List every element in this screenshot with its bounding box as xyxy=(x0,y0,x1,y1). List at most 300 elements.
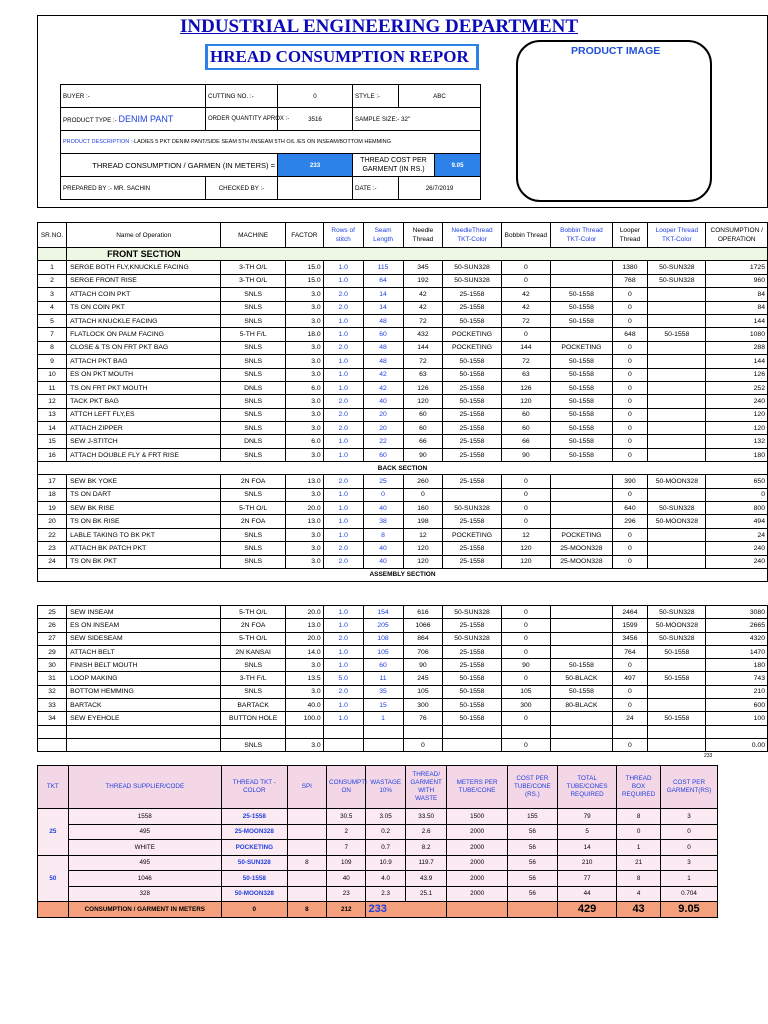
table-cell: 25 xyxy=(38,606,67,619)
table-cell: 2N FOA xyxy=(221,475,286,488)
table-cell xyxy=(648,435,706,448)
summary-cell: 0.7 xyxy=(366,840,405,856)
table-cell xyxy=(38,738,67,751)
table-cell: 743 xyxy=(706,672,768,685)
column-header: Rows of stitch xyxy=(323,223,363,248)
table-cell: 1.0 xyxy=(323,328,363,341)
table-cell: 0 xyxy=(501,488,551,501)
table-cell xyxy=(551,712,612,725)
column-header: Name of Operation xyxy=(67,223,221,248)
table-cell: 0 xyxy=(612,422,648,435)
table-cell: 5-TH F/L xyxy=(221,328,286,341)
table-cell: 1.0 xyxy=(323,314,363,327)
table-cell: 42 xyxy=(363,381,403,394)
table-cell xyxy=(648,555,706,568)
table-cell: DNLS xyxy=(221,381,286,394)
table-row xyxy=(38,659,768,672)
table-cell xyxy=(648,408,706,421)
summary-cell: 50-1558 xyxy=(221,871,287,887)
summary-cell: 33.50 xyxy=(405,809,447,825)
table-cell: 3080 xyxy=(706,606,768,619)
table-cell: 0.00 xyxy=(706,738,768,751)
table-cell: 5 xyxy=(38,314,67,327)
table-cell: 252 xyxy=(706,381,768,394)
summary-cell: 14 xyxy=(558,840,617,856)
table-cell: 14 xyxy=(363,288,403,301)
table-cell: 2N FOA xyxy=(221,515,286,528)
table-cell: 25-1558 xyxy=(443,659,501,672)
table-cell: ES ON PKT MOUTH xyxy=(67,368,221,381)
table-cell xyxy=(363,738,403,751)
table-cell: 50-1558 xyxy=(551,408,612,421)
table-cell: 144 xyxy=(706,355,768,368)
table-cell xyxy=(648,314,706,327)
table-cell: 126 xyxy=(706,368,768,381)
table-cell: 25-1558 xyxy=(443,301,501,314)
table-cell xyxy=(551,328,612,341)
table-cell: 1.0 xyxy=(323,368,363,381)
table-cell: 72 xyxy=(403,314,443,327)
table-cell: 25-1558 xyxy=(443,645,501,658)
summary-cell: 56 xyxy=(507,824,557,840)
summary-header: TOTAL TUBE/CONES REQUIRED xyxy=(558,766,617,809)
table-cell: 50-1558 xyxy=(443,712,501,725)
table-cell: 13.5 xyxy=(285,672,323,685)
table-cell: 0 xyxy=(403,488,443,501)
table-cell: 20.0 xyxy=(285,502,323,515)
table-row xyxy=(38,645,768,658)
thread-consumption-label: THREAD CONSUMPTION / GARMEN (IN METERS) = xyxy=(61,154,278,177)
summary-cell: 2000 xyxy=(447,824,507,840)
summary-cell: POCKETING xyxy=(221,840,287,856)
table-cell: 25-1558 xyxy=(443,475,501,488)
summary-row xyxy=(38,840,718,856)
table-row xyxy=(38,435,768,448)
table-cell xyxy=(648,288,706,301)
table-cell: 50-1558 xyxy=(443,685,501,698)
table-cell: 50-1558 xyxy=(551,288,612,301)
table-cell: 0 xyxy=(501,632,551,645)
table-cell: 50-SUN328 xyxy=(443,274,501,287)
table-cell: SNLS xyxy=(221,542,286,555)
table-cell: TS ON FRT PKT MOUTH xyxy=(67,381,221,394)
table-cell: DNLS xyxy=(221,435,286,448)
table-cell: 14 xyxy=(38,422,67,435)
table-cell: 0 xyxy=(612,301,648,314)
table-row xyxy=(38,301,768,314)
table-cell: 864 xyxy=(403,632,443,645)
table-cell: 132 xyxy=(706,435,768,448)
table-cell: SNLS xyxy=(221,355,286,368)
table-cell: 0 xyxy=(612,355,648,368)
table-cell: 50-1558 xyxy=(648,672,706,685)
table-cell: 50-1558 xyxy=(551,685,612,698)
table-cell: 2.0 xyxy=(323,341,363,354)
table-cell: 3.0 xyxy=(285,355,323,368)
total-with-waste: 233 xyxy=(366,902,447,918)
summary-cell: 21 xyxy=(617,855,661,871)
table-row xyxy=(38,288,768,301)
table-cell: 0 xyxy=(612,368,648,381)
table-cell: 1 xyxy=(363,712,403,725)
product-description-value: LADIES 5 PKT DENIM PANT/SIDE SEAM 5TH /INSEAM 5TH O/L /ES ON INSEAM/BOTTOM HEMMING xyxy=(134,139,391,145)
summary-cell: 0.2 xyxy=(366,824,405,840)
table-cell: 180 xyxy=(706,659,768,672)
table-cell: 50-SUN328 xyxy=(443,502,501,515)
table-row xyxy=(38,408,768,421)
table-cell: 3.0 xyxy=(285,685,323,698)
summary-cell: 56 xyxy=(507,871,557,887)
table-cell: 494 xyxy=(706,515,768,528)
table-cell: 14 xyxy=(363,301,403,314)
table-cell xyxy=(443,488,501,501)
table-cell: 1.0 xyxy=(323,274,363,287)
table-cell: 0 xyxy=(501,606,551,619)
summary-cell: 109 xyxy=(327,855,366,871)
table-cell xyxy=(551,645,612,658)
table-cell: 0 xyxy=(501,328,551,341)
summary-cell: 210 xyxy=(558,855,617,871)
date-value: 26/7/2019 xyxy=(399,177,481,200)
table-cell: SNLS xyxy=(221,301,286,314)
table-cell: SNLS xyxy=(221,314,286,327)
table-row xyxy=(38,685,768,698)
table-cell: 60 xyxy=(363,448,403,461)
summary-row xyxy=(38,886,718,902)
table-row xyxy=(38,381,768,394)
table-cell: 0 xyxy=(612,488,648,501)
front-section-blank xyxy=(38,248,67,261)
table-cell: 50-1558 xyxy=(443,395,501,408)
table-cell: 0 xyxy=(501,274,551,287)
summary-header: TKT xyxy=(38,766,69,809)
table-cell: 115 xyxy=(363,261,403,274)
summary-cell: 8.2 xyxy=(405,840,447,856)
summary-header: THREAD TKT - COLOR xyxy=(221,766,287,809)
table-cell: TS ON COIN PKT xyxy=(67,301,221,314)
summary-header: THREAD/ GARMENT WITH WASTE xyxy=(405,766,447,809)
table-cell: 0 xyxy=(501,712,551,725)
table-cell: CLOSE & TS ON FRT PKT BAG xyxy=(67,341,221,354)
table-cell: 25-1558 xyxy=(443,542,501,555)
table-cell xyxy=(648,355,706,368)
table-cell: 3.0 xyxy=(285,395,323,408)
table-cell: 60 xyxy=(403,408,443,421)
table-row xyxy=(38,555,768,568)
table-cell xyxy=(551,632,612,645)
table-cell: 0 xyxy=(612,738,648,751)
table-cell: 3.0 xyxy=(285,301,323,314)
column-header: Looper Thread xyxy=(612,223,648,248)
table-cell: 72 xyxy=(501,314,551,327)
table-cell: 9 xyxy=(38,355,67,368)
sample-size-cell xyxy=(353,108,481,131)
summary-cell: 2.6 xyxy=(405,824,447,840)
table-cell: 25-MOON328 xyxy=(551,555,612,568)
table-row xyxy=(38,314,768,327)
summary-cell: 119.7 xyxy=(405,855,447,871)
table-cell: 1.0 xyxy=(323,528,363,541)
table-cell: 5.0 xyxy=(323,672,363,685)
table-cell: 240 xyxy=(706,555,768,568)
table-cell: 0 xyxy=(501,261,551,274)
table-cell: BARTACK xyxy=(67,699,221,712)
table-cell: 260 xyxy=(403,475,443,488)
summary-header: CONSUMPTI ON xyxy=(327,766,366,809)
table-row xyxy=(38,712,768,725)
summary-total-row xyxy=(38,902,718,918)
table-cell: 0 xyxy=(612,395,648,408)
table-cell: 17 xyxy=(38,475,67,488)
table-cell: 24 xyxy=(38,555,67,568)
table-row xyxy=(38,368,768,381)
table-cell: 0 xyxy=(612,542,648,555)
summary-cell: 0 xyxy=(660,840,717,856)
table-cell: 20 xyxy=(38,515,67,528)
table-cell: 50-1558 xyxy=(551,355,612,368)
table-cell: TS ON BK RISE xyxy=(67,515,221,528)
summary-cell: 1 xyxy=(660,871,717,887)
table-cell: 90 xyxy=(501,659,551,672)
table-cell: 84 xyxy=(706,288,768,301)
table-cell: 0 xyxy=(612,408,648,421)
table-row xyxy=(38,632,768,645)
table-cell xyxy=(551,261,612,274)
summary-tkt: 50 xyxy=(38,855,69,902)
summary-cell: 2000 xyxy=(447,855,507,871)
table-cell: 126 xyxy=(501,381,551,394)
table-cell: 15.0 xyxy=(285,274,323,287)
table-cell: SNLS xyxy=(221,408,286,421)
table-cell: SERGE FRONT RISE xyxy=(67,274,221,287)
table-cell: 108 xyxy=(363,632,403,645)
table-cell: 100.0 xyxy=(285,712,323,725)
table-cell: 2.0 xyxy=(323,395,363,408)
column-header: CONSUMPTION / OPERATION xyxy=(706,223,768,248)
table-cell: 50-1558 xyxy=(443,699,501,712)
total-cost: 9.05 xyxy=(660,902,717,918)
table-cell: 3.0 xyxy=(285,448,323,461)
table-cell: 2.0 xyxy=(323,422,363,435)
summary-cell: 10.9 xyxy=(366,855,405,871)
summary-header: COST PER GARMENT(RS) xyxy=(660,766,717,809)
table-cell: 192 xyxy=(403,274,443,287)
summary-cell: 2000 xyxy=(447,871,507,887)
table-cell: 50-1558 xyxy=(648,645,706,658)
summary-header: WASTAGE 10% xyxy=(366,766,405,809)
table-cell: ATTACH DOUBLE FLY & FRT RISE xyxy=(67,448,221,461)
table-cell: ATTACH PKT BAG xyxy=(67,355,221,368)
table-cell: 1725 xyxy=(706,261,768,274)
table-cell: 3 xyxy=(38,288,67,301)
table-cell: 50-1558 xyxy=(443,672,501,685)
table-cell: ATTACH BK PATCH PKT xyxy=(67,542,221,555)
prepared-cell xyxy=(61,177,206,200)
thread-cost-label: THREAD COST PER GARMENT (IN RS.) xyxy=(353,154,435,177)
table-row xyxy=(38,261,768,274)
table-cell: 14.0 xyxy=(285,645,323,658)
thread-consumption-value: 233 xyxy=(278,154,353,177)
table-cell: 50-1558 xyxy=(648,328,706,341)
table-cell xyxy=(648,341,706,354)
table-cell: 50-1558 xyxy=(551,395,612,408)
table-cell: 6.0 xyxy=(285,381,323,394)
table-row xyxy=(38,619,768,632)
table-cell: 1380 xyxy=(612,261,648,274)
table-cell: 25-1558 xyxy=(443,422,501,435)
table-cell: 240 xyxy=(706,395,768,408)
summary-cell: 25.1 xyxy=(405,886,447,902)
table-cell: 1.0 xyxy=(323,355,363,368)
table-cell: 3.0 xyxy=(285,659,323,672)
table-cell: 63 xyxy=(403,368,443,381)
table-cell: 33 xyxy=(38,699,67,712)
table-cell: 3-TH O/L xyxy=(221,274,286,287)
table-cell xyxy=(648,448,706,461)
table-cell: 40 xyxy=(363,502,403,515)
summary-cell: 3 xyxy=(660,809,717,825)
summary-header: THREAD BOX REQUIRED xyxy=(617,766,661,809)
summary-header: COST PER TUBE/CONE (RS.) xyxy=(507,766,557,809)
table-cell: 1080 xyxy=(706,328,768,341)
table-cell: SNLS xyxy=(221,738,286,751)
report-title xyxy=(205,44,479,70)
table-cell: POCKETING xyxy=(443,341,501,354)
table-cell: 0 xyxy=(612,314,648,327)
table-cell: 24 xyxy=(612,712,648,725)
table-cell xyxy=(648,738,706,751)
table-cell: 50-1558 xyxy=(551,368,612,381)
table-cell: 0 xyxy=(612,659,648,672)
table-cell xyxy=(648,725,706,738)
table-cell: 0 xyxy=(612,448,648,461)
table-cell: SNLS xyxy=(221,341,286,354)
table-cell: TACK PKT BAG xyxy=(67,395,221,408)
table-cell: 0 xyxy=(706,488,768,501)
table-cell xyxy=(221,725,286,738)
column-header: Needle Thread xyxy=(403,223,443,248)
table-cell: 390 xyxy=(612,475,648,488)
summary-cell: 0 xyxy=(617,824,661,840)
table-cell: 3.0 xyxy=(285,368,323,381)
table-cell: 50-SUN328 xyxy=(443,606,501,619)
table-cell: 3.0 xyxy=(285,408,323,421)
table-cell: 296 xyxy=(612,515,648,528)
summary-cell: 50-SUN328 xyxy=(221,855,287,871)
table-cell: 72 xyxy=(501,355,551,368)
summary-row xyxy=(38,809,718,825)
summary-cell: 44 xyxy=(558,886,617,902)
table-cell: 60 xyxy=(363,328,403,341)
table-cell: 25-MOON328 xyxy=(551,542,612,555)
table-row xyxy=(38,448,768,461)
table-cell: 706 xyxy=(403,645,443,658)
table-cell: SNLS xyxy=(221,659,286,672)
table-cell: 23 xyxy=(38,542,67,555)
table-cell: 50-MOON328 xyxy=(648,619,706,632)
table-cell: 3.0 xyxy=(285,555,323,568)
table-cell: SNLS xyxy=(221,448,286,461)
table-cell: 60 xyxy=(501,408,551,421)
table-cell: 34 xyxy=(38,712,67,725)
table-cell: 6.0 xyxy=(285,435,323,448)
table-cell: 20 xyxy=(363,408,403,421)
sample-size-label: SAMPLE SIZE:- xyxy=(355,115,400,123)
table-cell: 5-TH O/L xyxy=(221,632,286,645)
footnote: 233 xyxy=(704,753,713,759)
table-cell: 0 xyxy=(612,288,648,301)
table-cell: 2N FOA xyxy=(221,619,286,632)
table-cell xyxy=(551,488,612,501)
table-cell: 2.0 xyxy=(323,555,363,568)
summary-cell: 50-MOON328 xyxy=(221,886,287,902)
table-cell: 2.0 xyxy=(323,632,363,645)
table-cell xyxy=(648,699,706,712)
table-cell: 50-SUN328 xyxy=(443,632,501,645)
table-cell: 19 xyxy=(38,502,67,515)
table-cell: 764 xyxy=(612,645,648,658)
total-cones: 429 xyxy=(558,902,617,918)
front-section-title: FRONT SECTION xyxy=(67,248,768,261)
table-row xyxy=(38,502,768,515)
table-cell: 90 xyxy=(501,448,551,461)
summary-header: THREAD SUPPLIER/CODE xyxy=(68,766,221,809)
table-cell: ATTCH LEFT FLY,ES xyxy=(67,408,221,421)
summary-tkt: 25 xyxy=(38,809,69,856)
summary-cell: 5 xyxy=(558,824,617,840)
table-cell: 126 xyxy=(403,381,443,394)
table-cell: 16 xyxy=(38,448,67,461)
summary-cell: 8 xyxy=(617,809,661,825)
summary-cell: 25-MOON328 xyxy=(221,824,287,840)
table-cell: 42 xyxy=(501,288,551,301)
summary-cell xyxy=(287,824,326,840)
table-cell: ATTACH BELT xyxy=(67,645,221,658)
table-cell: 40.0 xyxy=(285,699,323,712)
table-cell xyxy=(648,301,706,314)
table-row xyxy=(38,274,768,287)
table-cell: 90 xyxy=(403,448,443,461)
product-type-label: PRODUCT TYPE :- xyxy=(63,117,117,124)
table-cell: BOTTOM HEMMING xyxy=(67,685,221,698)
table-cell xyxy=(648,368,706,381)
summary-cell: 1 xyxy=(617,840,661,856)
table-row xyxy=(38,328,768,341)
summary-cell: 1500 xyxy=(447,809,507,825)
table-cell: 48 xyxy=(363,355,403,368)
table-cell: 25-1558 xyxy=(443,619,501,632)
table-cell: 66 xyxy=(501,435,551,448)
table-cell: 144 xyxy=(501,341,551,354)
style-value: ABC xyxy=(399,85,481,108)
style-label: STYLE :- xyxy=(353,85,399,108)
product-type-cell xyxy=(61,108,206,131)
table-cell: 63 xyxy=(501,368,551,381)
table-cell: 288 xyxy=(706,341,768,354)
table-cell xyxy=(38,725,67,738)
table-cell: 25-1558 xyxy=(443,288,501,301)
table-cell: 25-1558 xyxy=(443,381,501,394)
table-cell: 2.0 xyxy=(323,301,363,314)
table-cell: 40 xyxy=(363,542,403,555)
table-cell xyxy=(67,725,221,738)
table-cell: 90 xyxy=(403,659,443,672)
table-cell: ATTACH KNUCKLE FACING xyxy=(67,314,221,327)
table-cell: 50-1558 xyxy=(551,435,612,448)
table-cell: 3.0 xyxy=(285,341,323,354)
table-cell: 25-1558 xyxy=(443,408,501,421)
table-cell: 84 xyxy=(706,301,768,314)
